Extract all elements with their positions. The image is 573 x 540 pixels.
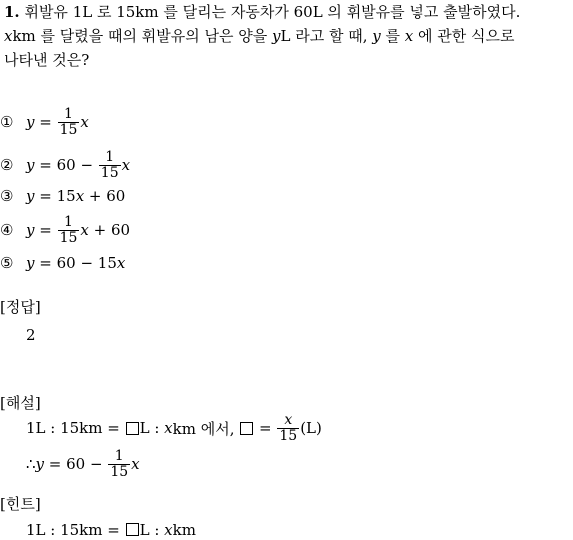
ratio-text: L : <box>139 419 165 437</box>
therefore-symbol: ∴ <box>26 455 36 473</box>
ratio-text: 1L : 15km = <box>26 419 125 437</box>
ratio-text: km <box>172 521 196 539</box>
denominator: 15 <box>279 427 298 444</box>
option-2[interactable] <box>0 147 130 183</box>
option-marker: ④ <box>0 221 14 239</box>
answer-value: 2 <box>26 326 36 344</box>
var-x: x <box>4 27 13 45</box>
option-marker: ② <box>0 156 14 174</box>
var-y: y <box>272 27 281 45</box>
option-5[interactable] <box>0 253 125 273</box>
question-text-3: 나타낸 것은? <box>4 51 90 69</box>
fraction <box>108 449 130 480</box>
option-3[interactable] <box>0 186 125 206</box>
option-marker: ① <box>0 113 14 131</box>
question-line-3 <box>4 50 89 70</box>
question-text-2d: 에 관한 식으로 <box>413 27 515 45</box>
expr-pre: 15 <box>56 187 76 205</box>
option-marker: ③ <box>0 187 14 205</box>
unit-text: (L) <box>300 419 322 437</box>
equals: = <box>34 156 57 174</box>
var-x: x <box>75 187 85 205</box>
var-y: y <box>26 156 35 174</box>
var-y: y <box>372 27 381 45</box>
expr-post: + 60 <box>84 187 126 205</box>
blank-box-icon <box>126 523 139 536</box>
numerator: x <box>284 411 293 428</box>
option-marker: ⑤ <box>0 254 14 272</box>
option-1[interactable] <box>0 104 89 140</box>
var-x: x <box>80 221 89 239</box>
ratio-text: km 에서, <box>172 419 240 438</box>
hint-label: [힌트] <box>0 495 41 513</box>
var-y: y <box>35 455 45 473</box>
ratio-text: 1L : 15km = <box>26 521 125 539</box>
var-y: y <box>26 187 35 205</box>
fraction <box>58 215 80 246</box>
option-4[interactable] <box>0 212 130 248</box>
denominator: 15 <box>100 164 119 181</box>
var-x: x <box>131 455 140 473</box>
blank-box-icon <box>126 422 139 435</box>
ratio-text: L : <box>139 521 165 539</box>
var-y: y <box>26 254 35 272</box>
equals: = <box>34 254 57 272</box>
equals: = <box>34 221 57 239</box>
question-number: 1. <box>4 3 20 21</box>
numerator: 1 <box>105 148 115 165</box>
expr-pre: = 60 − <box>44 455 108 473</box>
var-y: y <box>26 113 35 131</box>
fraction <box>99 150 121 181</box>
explanation-line-2 <box>26 446 140 482</box>
question-line-2 <box>4 26 515 46</box>
equals: = <box>254 419 277 437</box>
fraction <box>277 413 299 444</box>
expr-pre: 60 − <box>56 156 98 174</box>
question-text-2c: 를 <box>380 27 405 45</box>
question-text-2a: km 를 달렸을 때의 휘발유의 남은 양을 <box>12 27 273 45</box>
var-x: x <box>164 521 173 539</box>
question-text-2b: L 라고 할 때, <box>280 27 373 45</box>
equals: = <box>34 187 57 205</box>
blank-box-icon <box>240 422 253 435</box>
var-x: x <box>404 27 414 45</box>
var-x: x <box>80 113 89 131</box>
hint-line <box>26 520 196 540</box>
question-line-1 <box>4 2 520 22</box>
question-text-1: 휘발유 1L 로 15km 를 달리는 자동차가 60L 의 휘발유를 넣고 출발하였다. <box>24 3 521 21</box>
denominator: 15 <box>110 463 129 480</box>
numerator: 1 <box>64 213 73 230</box>
explanation-label: [해설] <box>0 394 41 412</box>
var-x: x <box>121 156 131 174</box>
numerator: 1 <box>64 105 73 122</box>
denominator: 15 <box>59 121 78 138</box>
expr-pre: 60 − 15 <box>56 254 117 272</box>
denominator: 15 <box>59 229 78 246</box>
fraction <box>58 107 80 138</box>
var-x: x <box>116 254 126 272</box>
var-y: y <box>26 221 35 239</box>
explanation-line-1 <box>26 410 322 446</box>
var-x: x <box>164 419 173 437</box>
expr-post: + 60 <box>88 221 131 239</box>
answer-label: [정답] <box>0 298 41 316</box>
equals: = <box>34 113 57 131</box>
numerator: 1 <box>114 447 124 464</box>
